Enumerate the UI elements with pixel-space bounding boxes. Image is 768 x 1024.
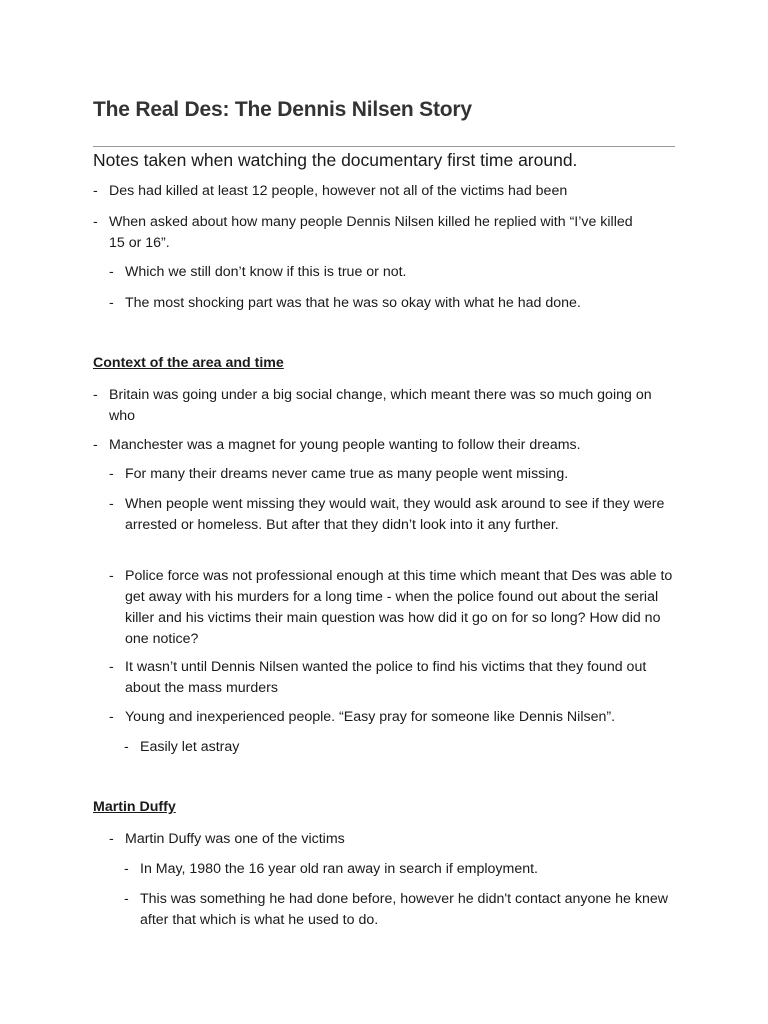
list-item-text: The most shocking part was that he was so okay with what he had done. [125, 295, 581, 311]
list-item [109, 494, 674, 536]
bullet-dash: - [109, 466, 114, 482]
list-item-text: Britain was going under a big social change, which meant there was so much going on who [109, 387, 652, 424]
list-item-text: When asked about how many people Dennis Nilsen killed he replied with “I’ve killed 15 or 16”. [109, 214, 633, 251]
bullet-dash: - [93, 214, 98, 230]
list-item [124, 859, 674, 880]
bullet-dash: - [109, 831, 114, 847]
list-item-text: Easily let astray [140, 739, 240, 755]
list-item [109, 657, 674, 699]
bullet-dash: - [109, 496, 114, 512]
list-item [124, 889, 674, 931]
list-item-text: Young and inexperienced people. “Easy pray for someone like Dennis Nilsen”. [125, 709, 616, 725]
list-item-text: Des had killed at least 12 people, however not all of the victims had been [109, 183, 568, 199]
list-item [93, 435, 673, 456]
bullet-dash: - [93, 437, 98, 453]
bullet-dash: - [124, 739, 129, 755]
section-heading-martin-duffy: Martin Duffy [93, 799, 176, 815]
list-item-text: Police force was not professional enough at this time which meant that Des was able to get away with his murders for a long time - when the police found out about the serial killer and his victims their main question was how did it go on for so long? How did no one notice? [125, 568, 673, 647]
list-item [109, 707, 674, 728]
section-heading-context: Context of the area and time [93, 355, 284, 371]
bullet-dash: - [93, 183, 98, 199]
list-item [93, 181, 673, 202]
document-title: The Real Des: The Dennis Nilsen Story [93, 98, 472, 121]
list-item-text: Martin Duffy was one of the victims [125, 831, 345, 847]
list-item [109, 464, 674, 485]
list-item [109, 293, 674, 314]
bullet-dash: - [109, 659, 114, 675]
list-item-text: For many their dreams never came true as many people went missing. [125, 466, 569, 482]
list-item-text: In May, 1980 the 16 year old ran away in search if employment. [140, 861, 538, 877]
list-item-text: Which we still don’t know if this is true or not. [125, 264, 407, 280]
list-item [124, 737, 674, 758]
list-item-text: This was something he had done before, however he didn't contact anyone he knew after that which is what he used to do. [140, 891, 668, 928]
title-divider [93, 146, 675, 147]
bullet-dash: - [124, 861, 129, 877]
bullet-dash: - [124, 891, 129, 907]
bullet-dash: - [109, 568, 114, 584]
bullet-dash: - [109, 709, 114, 725]
list-item [109, 829, 674, 850]
bullet-dash: - [93, 387, 98, 403]
bullet-dash: - [109, 295, 114, 311]
list-item [93, 212, 673, 254]
bullet-dash: - [109, 264, 114, 280]
list-item-text: It wasn’t until Dennis Nilsen wanted the police to find his victims that they found out about the mass murders [125, 659, 647, 696]
list-item-text: Manchester was a magnet for young people wanting to follow their dreams. [109, 437, 581, 453]
list-item [109, 566, 674, 650]
list-item [109, 262, 674, 283]
list-item-text: When people went missing they would wait, they would ask around to see if they were arrested or homeless. But after that they didn’t look into it any further. [125, 496, 665, 533]
document-subtitle: Notes taken when watching the documentary first time around. [93, 150, 578, 170]
list-item [93, 385, 658, 427]
